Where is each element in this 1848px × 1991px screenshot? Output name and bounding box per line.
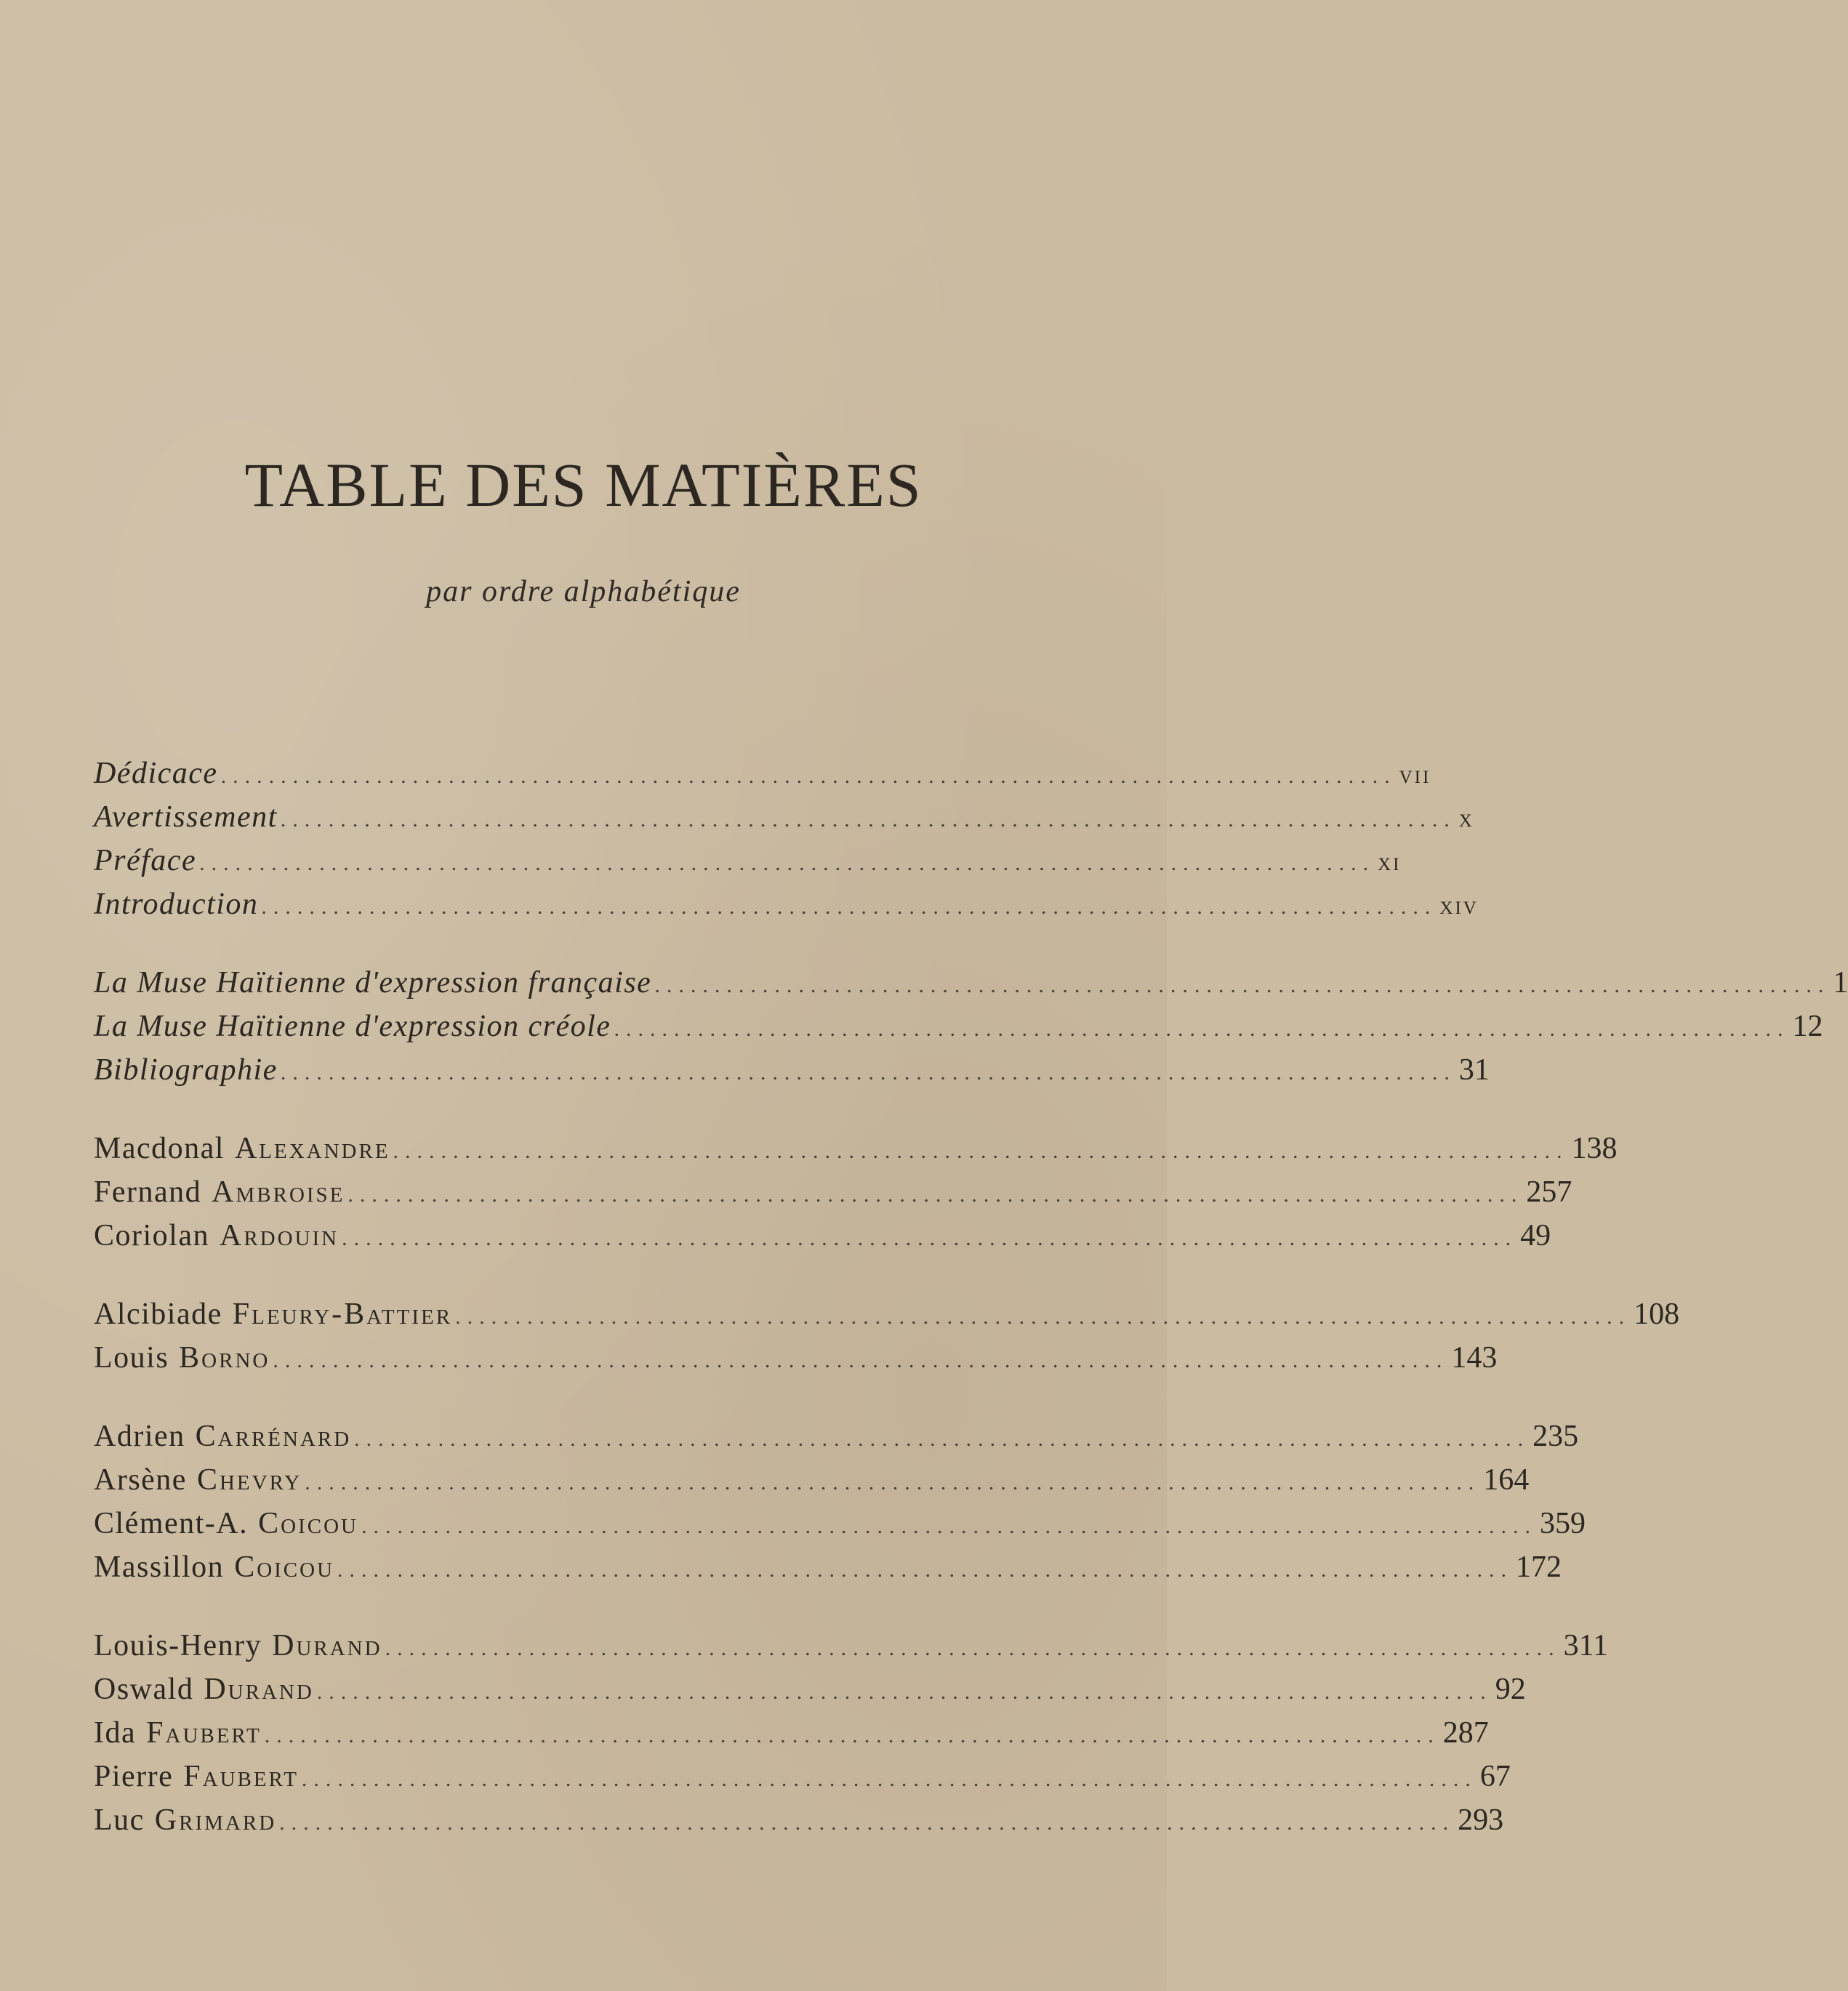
- dot-leader: ..................................................................................................: [347, 1183, 1524, 1207]
- author-name: [94, 1297, 452, 1332]
- author-last-name: Grimard: [154, 1803, 277, 1837]
- author-name: [94, 1506, 358, 1541]
- toc-entry-label: Dédicace: [94, 757, 218, 790]
- toc-entry-label: Avertissement: [94, 800, 278, 834]
- dot-leader: ..................................................................................................: [316, 1680, 1493, 1704]
- author-first-name: Oswald: [94, 1673, 194, 1706]
- toc-entry-page: 1: [1833, 966, 1848, 999]
- toc-entry-page: 49: [1520, 1219, 1551, 1252]
- dot-leader: ..................................................................................................: [337, 1558, 1514, 1582]
- toc-author-entry: [94, 1175, 1572, 1218]
- toc-entry-page: xiv: [1439, 890, 1479, 920]
- dot-leader: ..................................................................................................: [305, 1471, 1481, 1495]
- author-last-name: Alexandre: [234, 1132, 390, 1165]
- author-first-name: Louis-Henry: [94, 1629, 262, 1662]
- author-name: [94, 1672, 314, 1707]
- toc-entry: [94, 756, 1431, 800]
- toc-author-entry: [94, 1672, 1526, 1716]
- table-of-contents: [94, 756, 1848, 1881]
- dot-leader: ..................................................................................................: [393, 1139, 1569, 1163]
- toc-entry: [94, 800, 1474, 843]
- toc-entry: [94, 965, 1848, 1009]
- dot-leader: ..................................................................................................: [220, 764, 1397, 788]
- author-first-name: Clément-A.: [94, 1507, 249, 1540]
- toc-entry-page: 172: [1516, 1550, 1562, 1584]
- toc-entry-label: Bibliographie: [94, 1053, 278, 1087]
- toc-author-entry: [94, 1340, 1498, 1384]
- author-last-name: Faubert: [183, 1760, 299, 1793]
- toc-entry-label: La Muse Haïtienne d'expression française: [94, 966, 652, 999]
- toc-entry-page: 138: [1571, 1132, 1618, 1165]
- author-name: [94, 1463, 302, 1497]
- author-name: [94, 1131, 390, 1166]
- toc-author-group: [94, 1131, 1618, 1262]
- author-last-name: Coicou: [234, 1550, 335, 1584]
- author-last-name: Durand: [204, 1673, 314, 1706]
- author-last-name: Borno: [179, 1341, 270, 1375]
- author-first-name: Luc: [94, 1803, 145, 1837]
- toc-entry-page: 311: [1563, 1629, 1609, 1662]
- author-name: [94, 1218, 339, 1253]
- author-name: [94, 1419, 351, 1454]
- toc-author-entry: [94, 1803, 1504, 1846]
- author-name: [94, 1550, 334, 1585]
- toc-entry: [94, 1009, 1823, 1053]
- toc-author-entry: [94, 1463, 1530, 1506]
- toc-entry-page: 287: [1442, 1716, 1489, 1750]
- toc-entry-page: 12: [1792, 1010, 1823, 1043]
- toc-author-entry: [94, 1506, 1586, 1550]
- dot-leader: ..................................................................................................: [199, 851, 1375, 875]
- author-first-name: Fernand: [94, 1175, 202, 1209]
- dot-leader: ..................................................................................................: [385, 1636, 1561, 1660]
- author-last-name: Fleury-Battier: [232, 1298, 453, 1331]
- toc-entry-label: Introduction: [94, 888, 259, 921]
- toc-author-entry: [94, 1419, 1579, 1463]
- toc-author-entry: [94, 1218, 1551, 1262]
- dot-leader: ..................................................................................................: [280, 808, 1456, 832]
- author-name: [94, 1716, 262, 1750]
- author-first-name: Arsène: [94, 1463, 187, 1497]
- dot-leader: ..................................................................................................: [354, 1427, 1530, 1451]
- dot-leader: ..................................................................................................: [261, 895, 1437, 919]
- author-first-name: Adrien: [94, 1420, 185, 1453]
- toc-front-matter: [94, 756, 1479, 930]
- author-first-name: Alcibiade: [94, 1298, 222, 1331]
- toc-entry: [94, 843, 1402, 887]
- toc-entry-page: 92: [1495, 1673, 1526, 1706]
- dot-leader: ..................................................................................................: [654, 973, 1831, 997]
- dot-leader: ..................................................................................................: [280, 1061, 1456, 1085]
- author-last-name: Ardouin: [219, 1219, 340, 1252]
- author-first-name: Macdonal: [94, 1132, 225, 1165]
- author-name: [94, 1803, 276, 1838]
- toc-author-entry: [94, 1628, 1609, 1672]
- dot-leader: ..................................................................................................: [279, 1811, 1455, 1835]
- toc-entry-label: La Muse Haïtienne d'expression créole: [94, 1010, 611, 1043]
- author-last-name: Ambroise: [212, 1175, 345, 1209]
- author-first-name: Ida: [94, 1716, 137, 1750]
- toc-entry-page: 164: [1483, 1463, 1530, 1497]
- toc-entry-page: 359: [1539, 1507, 1586, 1540]
- author-last-name: Coicou: [258, 1507, 358, 1540]
- dot-leader: ..................................................................................................: [361, 1514, 1537, 1538]
- author-first-name: Massillon: [94, 1550, 225, 1584]
- toc-entry-page: 257: [1526, 1175, 1572, 1209]
- dot-leader: ..................................................................................................: [614, 1017, 1790, 1041]
- toc-author-group: [94, 1628, 1609, 1846]
- author-name: [94, 1175, 345, 1210]
- author-name: [94, 1759, 299, 1794]
- toc-entry-page: 235: [1532, 1420, 1579, 1453]
- dot-leader: ..................................................................................................: [455, 1305, 1631, 1329]
- toc-author-entry: [94, 1716, 1489, 1759]
- toc-author-entry: [94, 1297, 1680, 1340]
- dot-leader: ..................................................................................................: [301, 1767, 1477, 1791]
- author-last-name: Carrénard: [195, 1420, 352, 1453]
- toc-entry-page: 293: [1458, 1803, 1504, 1837]
- author-name: [94, 1340, 270, 1375]
- toc-entry-label: Préface: [94, 844, 197, 877]
- toc-author-group: [94, 1419, 1586, 1593]
- author-first-name: Pierre: [94, 1760, 174, 1793]
- toc-entry: [94, 1053, 1490, 1096]
- toc-entry-page: 31: [1458, 1053, 1490, 1087]
- toc-author-entry: [94, 1131, 1618, 1175]
- author-last-name: Durand: [272, 1629, 382, 1662]
- author-last-name: Faubert: [146, 1716, 262, 1750]
- dot-leader: ..................................................................................................: [264, 1723, 1440, 1747]
- toc-entry-page: 143: [1451, 1341, 1498, 1375]
- toc-author-entry: [94, 1550, 1562, 1593]
- author-name: [94, 1628, 382, 1663]
- page-title: TABLE DES MATIÈRES: [244, 450, 923, 520]
- toc-entry-page: vii: [1399, 760, 1431, 789]
- author-first-name: Louis: [94, 1341, 169, 1375]
- page-subtitle: par ordre alphabétique: [426, 575, 741, 608]
- author-last-name: Chevry: [196, 1463, 302, 1497]
- toc-author-entry: [94, 1759, 1511, 1803]
- toc-author-group: [94, 1297, 1680, 1384]
- author-first-name: Coriolan: [94, 1219, 209, 1252]
- toc-entry: [94, 887, 1479, 930]
- dot-leader: ..................................................................................................: [273, 1348, 1449, 1372]
- toc-entry-page: x: [1458, 803, 1474, 832]
- toc-entry-page: xi: [1378, 847, 1402, 876]
- toc-entry-page: 67: [1479, 1760, 1511, 1793]
- toc-entry-page: 108: [1634, 1298, 1680, 1331]
- toc-sections: [94, 965, 1848, 1096]
- dot-leader: ..................................................................................................: [342, 1226, 1518, 1250]
